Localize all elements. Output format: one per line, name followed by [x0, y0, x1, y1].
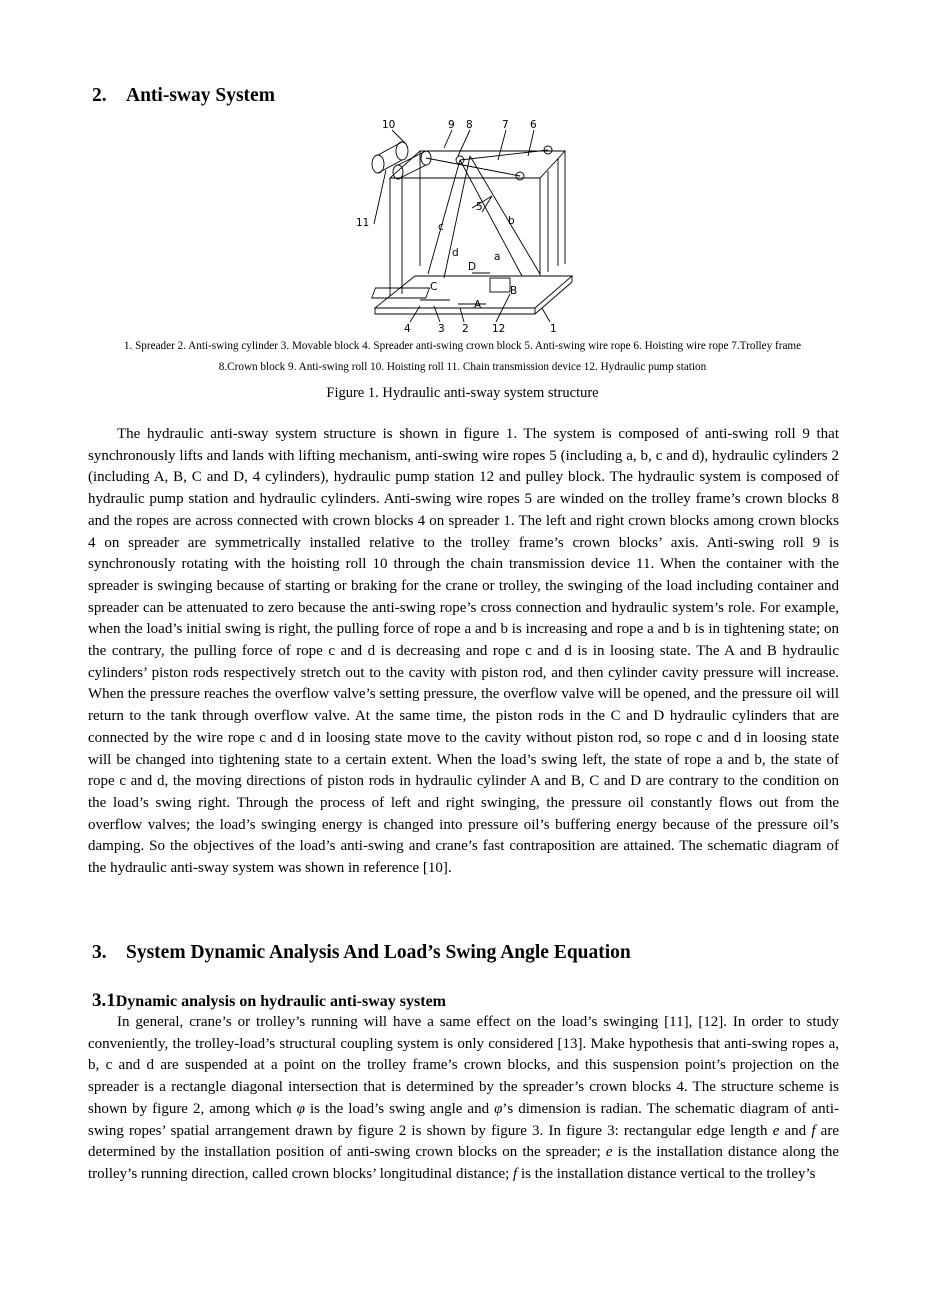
rope-label-b: b — [508, 215, 515, 227]
rope-label-a: a — [494, 251, 501, 263]
rope-label-d: d — [452, 247, 459, 259]
section-2-number: 2. — [92, 85, 107, 106]
body-paragraph-2 — [88, 1012, 839, 1186]
label-2: 2 — [462, 323, 469, 335]
cylinder-label-C: C — [430, 281, 438, 293]
label-11: 11 — [356, 217, 370, 229]
phi-symbol-1: φ — [296, 1100, 305, 1117]
figure-1-legend-line-1: 1. Spreader 2. Anti-swing cylinder 3. Movable block 4. Spreader anti-swing crown block 5. Anti-swing wire rope 6. Hoisting wire rope 7.Trolley frame — [123, 340, 802, 352]
para2-text-1: In general, crane’s or trolley’s running will have a same effect on the load’s swinging [11], [12]. In order to study conveniently, the trolley-load’s structural coupling system is only considered [13]. Make hypothesis that anti-swing ropes a, b, c and d are suspended at a point on the trolley frame’s crown blocks, and this suspension point’s projection on the spreader is a rectangle diagonal intersection that is determined by the spreader’s crown blocks 4. The structure scheme is shown by figure 2, among which — [88, 1014, 839, 1117]
var-f-1: f — [811, 1122, 816, 1139]
label-12: 12 — [492, 323, 506, 335]
para2-text-4: and — [779, 1122, 812, 1139]
cylinder-label-A: A — [474, 299, 482, 311]
section-3-1-title: Dynamic analysis on hydraulic anti-sway system — [115, 993, 446, 1010]
label-1: 1 — [550, 323, 557, 335]
figure-1-caption: Figure 1. Hydraulic anti-sway system structure — [326, 385, 599, 401]
para2-text-7: is the installation distance vertical to the trolley’s — [517, 1165, 816, 1182]
label-8: 8 — [466, 119, 473, 131]
section-3-title: System Dynamic Analysis And Load’s Swing Angle Equation — [126, 942, 631, 963]
section-2-heading — [92, 85, 275, 107]
var-e-1: e — [772, 1122, 780, 1139]
anti-sway-structure-drawing — [340, 116, 580, 336]
label-7: 7 — [502, 119, 509, 131]
section-2-title: Anti-sway System — [126, 85, 275, 106]
rope-label-c: c — [438, 221, 444, 233]
section-3-1-heading — [92, 990, 446, 1012]
label-3: 3 — [438, 323, 445, 335]
figure-1-legend-line-2: 8.Crown block 9. Anti-swing roll 10. Hoisting roll 11. Chain transmission device 12. Hydraulic pump station — [218, 361, 707, 373]
var-e-2: e — [605, 1144, 613, 1161]
para2-text-6: is the installation distance along the trolley’s running direction, called crown blocks’ longitudinal distance; — [88, 1144, 839, 1182]
var-f-2: f — [513, 1165, 518, 1182]
cylinder-label-D: D — [468, 261, 477, 273]
phi-symbol-2: φ — [494, 1100, 503, 1117]
section-3-1-number: 3.1 — [92, 990, 116, 1011]
section-3-heading — [92, 942, 631, 964]
label-5: 5 — [476, 201, 483, 213]
label-6: 6 — [530, 119, 537, 131]
label-9: 9 — [448, 119, 455, 131]
figure-1-diagram — [340, 116, 580, 336]
cylinder-label-B: B — [510, 285, 518, 297]
label-10: 10 — [382, 119, 396, 131]
para2-text-3: ’s dimension is radian. The schematic diagram of anti-swing ropes’ spatial arrangement drawn by figure 2 is shown by figure 3. In figure 3: rectangular edge length — [88, 1100, 840, 1139]
body-paragraph-1: The hydraulic anti-sway system structure is shown in figure 1. The system is composed of anti-swing roll 9 that synchronously lifts and lands with lifting mechanism, anti-swing wire ropes 5 (including a, b, c and d), hydraulic cylinders 2 (including A, B, C and D, 4 cylinders), hydraulic pump station 12 and pulley block. The hydraulic system is composed of hydraulic pump station and hydraulic cylinders. Anti-swing wire ropes 5 are winded on the trolley frame’s crown blocks 8 and the ropes are across connected with crown blocks 4 on spreader 1. The left and right crown blocks among crown blocks 4 on spreader are symmetrically installed relative to the trolley frame’s crown blocks’ axis. Anti-swing roll 9 is synchronously rotating with the hoisting roll 10 through the chain transmission device 11. When the container with the spreader is swinging because of starting or braking for the crane or trolley, the swinging of the load including container and spreader can be attenuated to zero because the anti-swing rope’s cross connection and hydraulic system’s role. For example, when the load’s initial swing is right, the pulling force of rope a and b is increasing and rope a and b is in tightening state; on the contrary, the pulling force of rope c and d is decreasing and rope c and d is in loosing state. The A and B hydraulic cylinders’ piston rods respectively stretch out to the cavity with piston rod, and then cylinder cavity pressure will increase. When the pressure reaches the overflow valve’s setting pressure, the overflow valve will be opened, and the pressure oil will return to the tank through overflow valve. At the same time, the piston rods in the C and D hydraulic cylinders that are connected by the wire rope c and d in loosing state move to the cavity without piston rod, so rope c and d in loosing state will be changed into tightening state to a certain extent. When the load’s swing left, the state of rope a and b, the state of rope c and d, the moving directions of piston rods in hydraulic cylinder A and B, C and D are contrary to the condition on the load’s swing right. Through the process of left and right swinging, the pressure oil constantly flows out from the overflow valves; the load’s swinging energy is changed into pressure oil’s buffering energy because of the pressure oil’s damping. So the objectives of the load’s anti-swing and crane’s fast contraposition are attained. The schematic diagram of the hydraulic anti-sway system was shown in reference [10]. — [88, 426, 839, 877]
label-4: 4 — [404, 323, 411, 335]
para2-text-2: is the load’s swing angle and — [304, 1100, 495, 1117]
para2-text-5: are determined by the installation position of anti-swing crown blocks on the spreader; — [88, 1122, 839, 1161]
section-3-number: 3. — [92, 942, 107, 963]
